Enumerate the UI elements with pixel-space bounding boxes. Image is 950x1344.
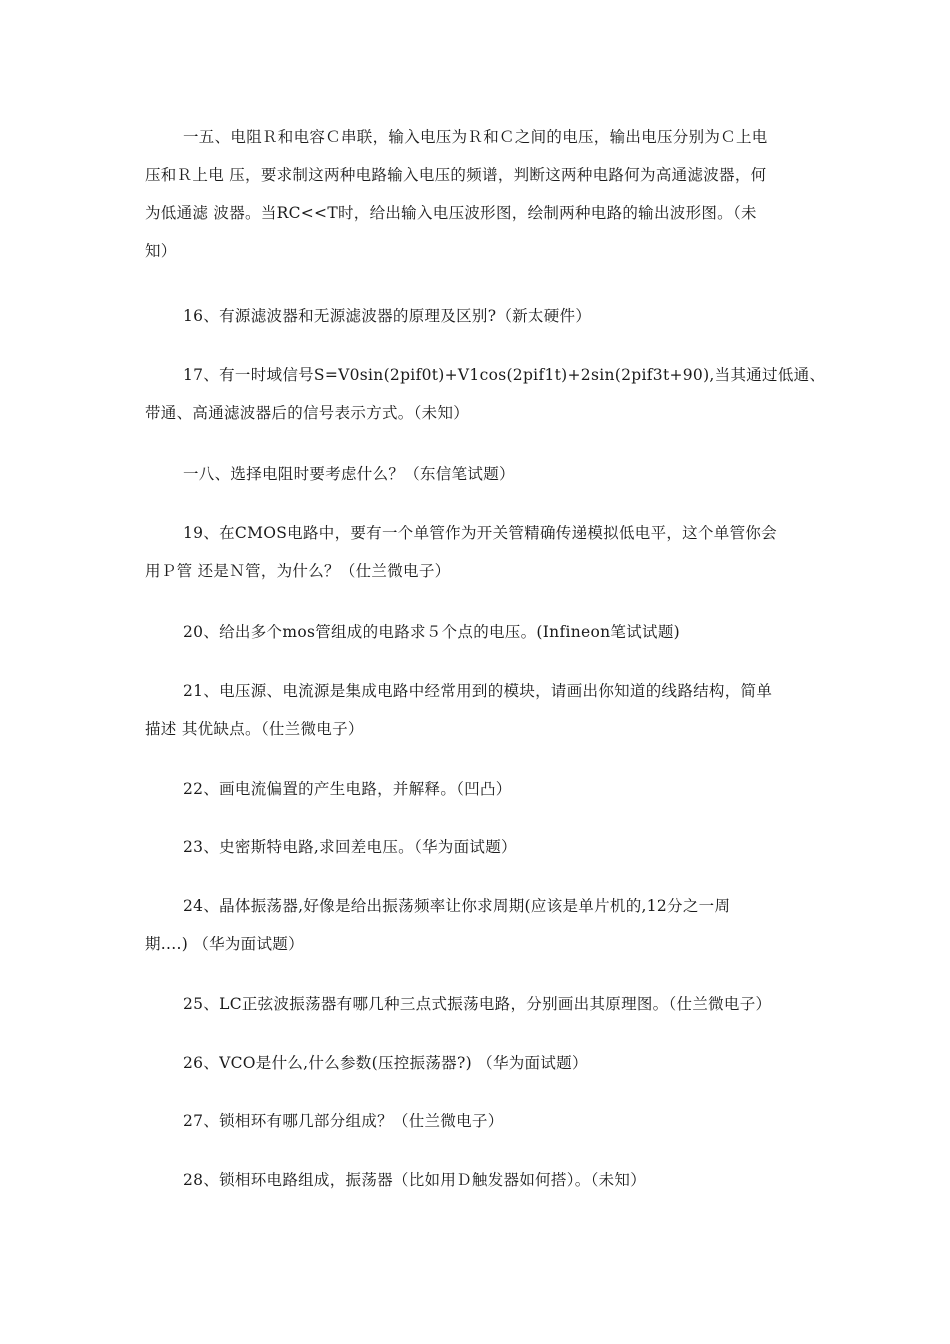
paragraph-line: 描述 其优缺点。（仕兰微电子） (145, 720, 364, 738)
paragraph-line: 压和Ｒ上电 压，要求制这两种电路输入电压的频谱，判断这两种电路何为高通滤波器，何 (145, 166, 767, 184)
paragraph-line: 一八、选择电阻时要考虑什么？（东信笔试题） (183, 465, 515, 483)
paragraph-line: 25、LC正弦波振荡器有哪几种三点式振荡电路，分别画出其原理图。（仕兰微电子） (183, 995, 772, 1013)
question-28 (145, 1161, 835, 1199)
question-26 (145, 1044, 835, 1082)
question-27 (145, 1102, 835, 1140)
paragraph-line: 用Ｐ管 还是Ｎ管，为什么？（仕兰微电子） (145, 562, 451, 580)
paragraph-line: 17、有一时域信号S=V0sin(2pif0t)+V1cos(2pif1t)+2sin(2pif3t+90),当其通过低通、 (183, 366, 826, 384)
question-25 (145, 985, 835, 1023)
question-18 (145, 455, 835, 493)
question-17 (145, 356, 835, 432)
paragraph-line: 16、有源滤波器和无源滤波器的原理及区别?（新太硬件） (183, 307, 592, 325)
paragraph-line: 20、给出多个mos管组成的电路求５个点的电压。(Infineon笔试试题) (183, 623, 680, 641)
paragraph-line: 27、锁相环有哪几部分组成？（仕兰微电子） (183, 1112, 504, 1130)
paragraph-line: 23、史密斯特电路,求回差电压。（华为面试题） (183, 838, 517, 856)
paragraph-line: 21、电压源、电流源是集成电路中经常用到的模块，请画出你知道的线路结构，简单 (183, 682, 773, 700)
paragraph-line: 期....) （华为面试题） (145, 935, 304, 953)
question-20 (145, 613, 835, 651)
paragraph-line: 一五、电阻Ｒ和电容Ｃ串联，输入电压为Ｒ和Ｃ之间的电压，输出电压分别为Ｃ上电 (183, 128, 768, 146)
question-15 (145, 118, 835, 270)
question-21 (145, 672, 835, 748)
question-19 (145, 514, 835, 590)
question-16 (145, 297, 835, 335)
paragraph-line: 26、VCO是什么,什么参数(压控振荡器?) （华为面试题） (183, 1054, 588, 1072)
question-23 (145, 828, 835, 866)
paragraph-line: 带通、高通滤波器后的信号表示方式。（未知） (145, 404, 470, 422)
paragraph-line: 28、锁相环电路组成，振荡器（比如用Ｄ触发器如何搭）。（未知） (183, 1171, 647, 1189)
paragraph-line: 22、画电流偏置的产生电路，并解释。（凹凸） (183, 780, 512, 798)
paragraph-line: 19、在CMOS电路中，要有一个单管作为开关管精确传递模拟低电平，这个单管你会 (183, 524, 777, 542)
question-22 (145, 770, 835, 808)
paragraph-line: 知） (145, 242, 177, 260)
paragraph-line: 24、晶体振荡器,好像是给出振荡频率让你求周期(应该是单片机的,12分之一周 (183, 897, 731, 915)
question-24 (145, 887, 835, 963)
paragraph-line: 为低通滤 波器。当RC<<T时，给出输入电压波形图，绘制两种电路的输出波形图。（未 (145, 204, 757, 222)
